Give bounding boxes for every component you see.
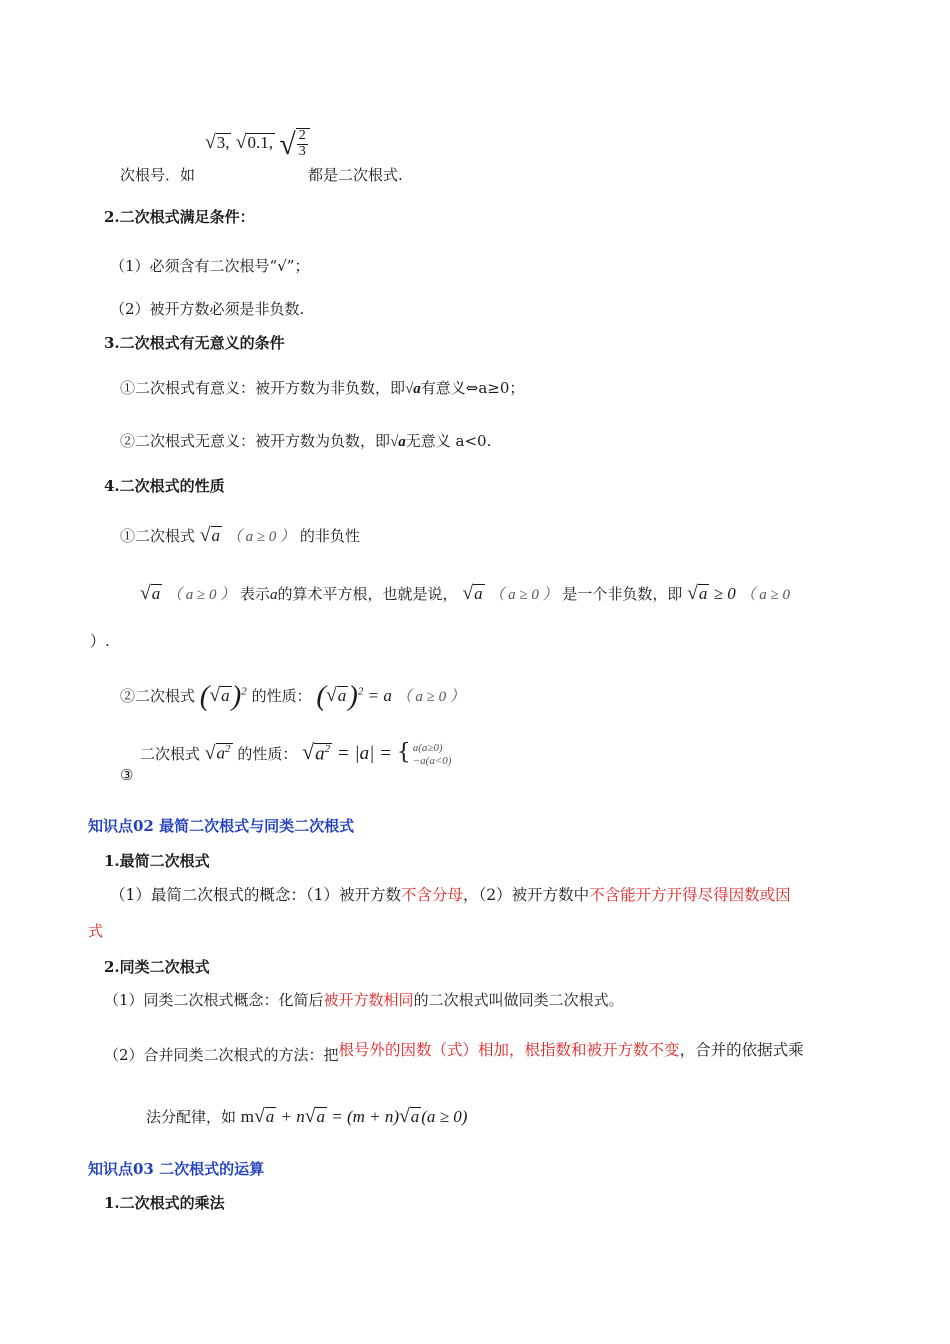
sqrt-a-squared-formula: $(√a)^2$ (199, 680, 247, 712)
s4-p3-num: ③ (120, 766, 134, 784)
intro-suffix: 都是二次根式. (308, 166, 403, 184)
sqrt-a-sq-formula: $√a^2$ (204, 743, 231, 764)
s4-p2-cond: （ a ≥ 0 ） (396, 689, 465, 705)
kp2-s3-red: 根号外的因数（式）相加，根指数和被开方数不变 (338, 1041, 680, 1059)
kp2-s3-line1 (104, 1038, 804, 1064)
kp2-s3-line2 (146, 1106, 467, 1128)
s3-title: 3.二次根式有无意义的条件 (104, 334, 285, 352)
s4-p1b-end: ）. (90, 632, 110, 650)
s2-condition-2: （2）被开方数必须是非负数. (110, 300, 305, 318)
kp2-s2-title: 2.同类二次根式 (104, 958, 210, 976)
kp2-s1-red2a: 不含能开方开得尽得因数或因 (589, 886, 791, 904)
intro-line (120, 164, 195, 185)
s4-p1b-c: 是一个非负数，即 (562, 585, 683, 603)
s2-condition-1: （1）必须含有二次根号“√”； (110, 257, 310, 275)
kp2-title: 知识点02 最简二次根式与同类二次根式 (88, 817, 355, 835)
s3-m1-expr: √a (405, 381, 421, 397)
s3-meaningful (120, 377, 524, 398)
s3-m2-tail: 无意义 a<0. (405, 432, 492, 450)
case-1: a(a≥0) (412, 742, 443, 755)
s4-p1-tail: 的非负性 (299, 527, 360, 545)
cond-a-nonneg: （ a ≥ 0 ） (489, 587, 558, 603)
distributive-law-formula: m√a + n√a = (m + n)√a (a ≥ 0) (240, 1106, 468, 1127)
case-2: −a(a<0) (412, 755, 452, 767)
s4-p3-mid: 的性质： (237, 745, 298, 763)
s4-p1-label: ①二次根式 (120, 527, 196, 545)
s3-m2-text: ②二次根式无意义：被开方数为负数，即 (120, 432, 391, 450)
sqrt-a-formula: √a (140, 583, 161, 604)
intro-prefix: 次根号．如 (120, 166, 196, 184)
sqrt-a-formula: √a (199, 525, 221, 546)
intro-examples-formula: √3, √0.1, √ $\frac{2}{3}$ (205, 128, 310, 162)
kp2-s2-text2: 的二次根式叫做同类二次根式。 (413, 991, 624, 1009)
kp2-s2-text1: （1）同类二次根式概念：化简后 (104, 991, 324, 1009)
kp2-s2-red: 被开方数相同 (323, 991, 414, 1009)
s4-p1b-b: 的算术平方根，也就是说， (277, 585, 458, 603)
kp2-s3-text2: ，合并的依据式乘 (679, 1041, 804, 1059)
s4-property-2 (120, 680, 465, 713)
s4-title: 4.二次根式的性质 (104, 477, 225, 495)
left-brace: { (396, 740, 411, 765)
s4-property-1-explain (140, 583, 790, 605)
kp2-s1-text2: ，（2）被开方数中 (463, 886, 590, 904)
kp3-s1-title: 1.二次根式的乘法 (104, 1194, 225, 1212)
abs-a-piecewise-formula: $√a^2 = |a|$ = (302, 740, 392, 764)
s4-property-1 (120, 525, 360, 547)
s4-p2-label: ②二次根式 (120, 687, 196, 705)
s3-m1-text: ①二次根式有意义：被开方数为非负数，即 (120, 379, 406, 397)
piecewise-cases (413, 742, 452, 767)
s4-p1b-a: 表示 (240, 585, 271, 603)
cond-a-nonneg: （ a ≥ 0 (740, 587, 791, 603)
kp2-s1-red1: 不含分母 (400, 886, 463, 904)
s3-meaningless (120, 430, 491, 451)
s4-property-3 (140, 740, 451, 768)
s4-p1-cond: （ a ≥ 0 ） (226, 529, 296, 545)
sqrt-a-formula: √a (462, 583, 483, 604)
kp2-s1-line1 (110, 883, 791, 905)
s4-p2-mid: 的性质： (251, 687, 312, 705)
s2-title: 2.二次根式满足条件： (104, 208, 255, 226)
s4-p3-label: 二次根式 (140, 745, 201, 763)
s3-m2-expr: √a (390, 434, 406, 450)
kp2-s3-text1: （2）合并同类二次根式的方法：把 (104, 1046, 339, 1064)
s3-m1-tail: 有意义⇔a≥0； (420, 379, 525, 397)
kp2-s1-red2b: 式 (88, 922, 104, 940)
cond-a-nonneg: （ a ≥ 0 ） (167, 587, 236, 603)
kp2-s1-text1: （1）最简二次根式的概念：（1）被开方数 (110, 886, 401, 904)
sqrt-a-squared-eq-a-formula: $(√a)^2 = a$ (316, 680, 392, 712)
sqrt-a-geq-0-formula: √a ≥ 0 (687, 583, 736, 604)
kp2-s1-title: 1.最简二次根式 (104, 852, 210, 870)
kp2-s2-line (104, 989, 624, 1010)
kp2-s3-line2-text: 法分配律，如 (146, 1108, 237, 1126)
kp3-title: 知识点03 二次根式的运算 (88, 1160, 265, 1178)
var-a: a (270, 587, 278, 603)
